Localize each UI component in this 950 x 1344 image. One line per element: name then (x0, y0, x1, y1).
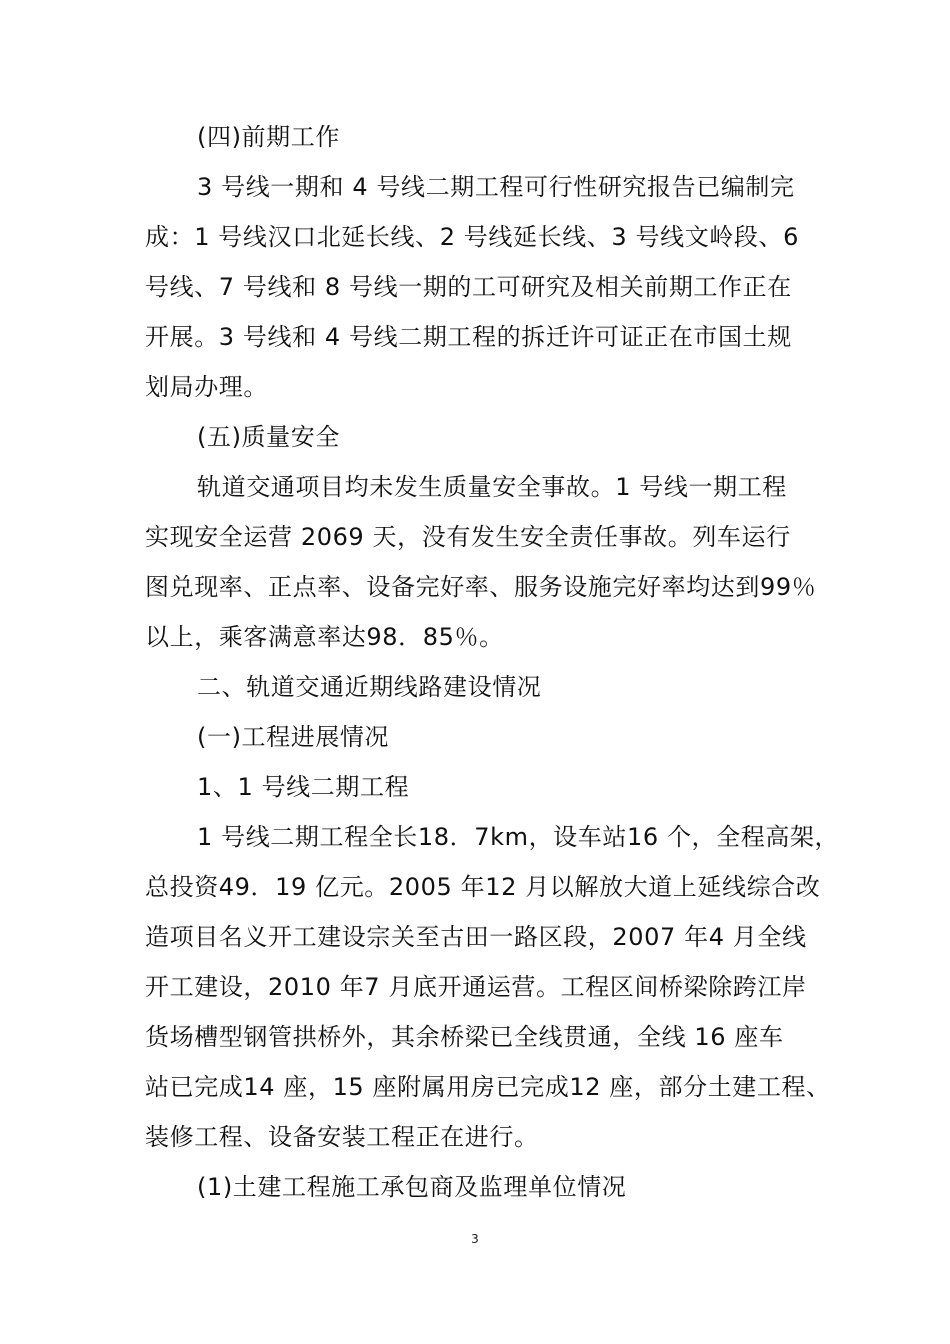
text-line: (四)前期工作 (197, 123, 340, 151)
text-line: 二、轨道交通近期线路建设情况 (197, 673, 542, 701)
paragraph-safety-record (145, 462, 817, 662)
text-line: 装修工程、设备安装工程正在进行。 (145, 1123, 539, 1151)
text-line: 总投资49．19 亿元。2005 年12 月以解放大道上延线综合改 (145, 873, 821, 901)
text-line: 3 号线一期和 4 号线二期工程可行性研究报告已编制完 (197, 173, 795, 201)
document-body (145, 112, 840, 1212)
text-line: 成：1 号线汉口北延长线、2 号线延长线、3 号线文岭段、6 (145, 223, 799, 251)
chapter-heading-construction (145, 662, 813, 712)
text-line: 1、1 号线二期工程 (197, 773, 410, 801)
text-line: 图兑现率、正点率、设备完好率、服务设施完好率均达到99％ (145, 573, 817, 601)
text-line: (1)土建工程施工承包商及监理单位情况 (197, 1173, 627, 1201)
subsection-heading-contractors (145, 1162, 813, 1212)
text-line: 号线、7 号线和 8 号线一期的工可研究及相关前期工作正在 (145, 273, 792, 301)
text-line: 实现安全运营 2069 天，没有发生安全责任事故。列车运行 (145, 523, 791, 551)
text-line: 开展。3 号线和 4 号线二期工程的拆迁许可证正在市国土规 (145, 323, 792, 351)
paragraph-line1-phase2-details (145, 812, 840, 1162)
text-line: (五)质量安全 (197, 423, 340, 451)
text-line: 划局办理。 (145, 373, 268, 401)
section-heading-quality-safety (145, 412, 813, 462)
text-line: 站已完成14 座，15 座附属用房已完成12 座，部分土建工程、 (145, 1073, 831, 1101)
text-line: 货场槽型钢管拱桥外，其余桥梁已全线贯通，全线 16 座车 (145, 1023, 784, 1051)
text-line: 造项目名义开工建设宗关至古田一路区段，2007 年4 月全线 (145, 923, 807, 951)
section-heading-progress (145, 712, 813, 762)
paragraph-feasibility-study (145, 162, 813, 412)
subsection-heading-line1-phase2 (145, 762, 813, 812)
text-line: 1 号线二期工程全长18．7km，设车站16 个，全程高架， (197, 823, 840, 851)
text-line: 开工建设，2010 年7 月底开通运营。工程区间桥梁除跨江岸 (145, 973, 807, 1001)
section-heading-preliminary-work (145, 112, 813, 162)
text-line: (一)工程进展情况 (197, 723, 390, 751)
page-number: 3 (471, 1232, 479, 1246)
text-line: 以上，乘客满意率达98．85％。 (145, 623, 504, 651)
text-line: 轨道交通项目均未发生质量安全事故。1 号线一期工程 (197, 473, 787, 501)
